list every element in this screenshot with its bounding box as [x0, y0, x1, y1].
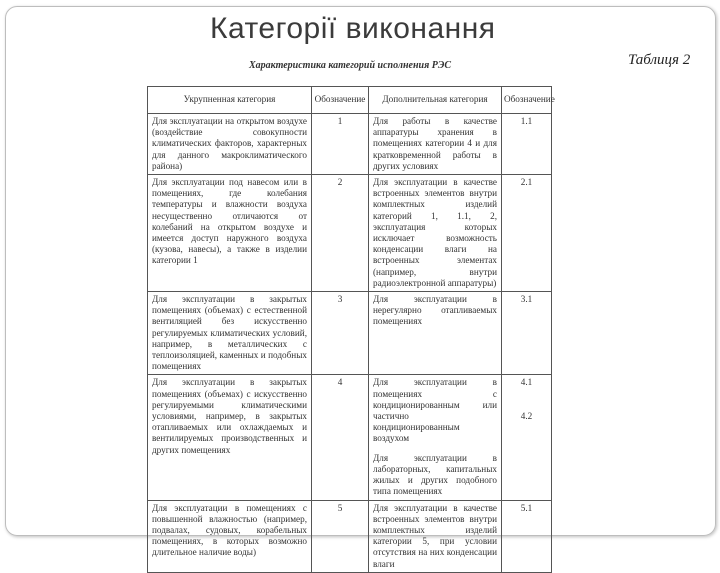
extra-category-cell [369, 500, 502, 572]
main-category-text: Для эксплуатации на открытом воздухе (воздействие совокупности климатических факторов, характерных для данного макроклиматического района) [148, 114, 312, 175]
main-category-code: 1 [312, 114, 369, 175]
extra-category-code-cell [502, 175, 552, 292]
extra-category-text: Для эксплуатации в качестве встроенных элементов внутри комплектных изделий категорий 1, 1.1, 2, эксплуатация которых исключает возможность конденсации влаги на встроенных элементах (например, внутри радиоэлектронной аппаратуры) [373, 177, 497, 288]
table-row [148, 292, 552, 375]
extra-category-code-cell [502, 292, 552, 375]
extra-category-text: Для эксплуатации в лабораторных, капитальных жилых и других подобного типа помещениях [373, 452, 497, 497]
extra-category-code: 1.1 [520, 116, 533, 126]
main-category-code: 3 [312, 292, 369, 375]
extra-category-text: Для работы в качестве аппаратуры хранения в помещениях категории 4 и для кратковременной работы в других условиях [373, 116, 497, 171]
extra-category-text: Для эксплуатации в нерегулярно отапливаемых помещениях [373, 294, 497, 327]
extra-category-code-cell [502, 375, 552, 500]
table-row [148, 175, 552, 292]
extra-category-code: 4.1 [520, 377, 533, 388]
slide-title: Категорії виконання [210, 12, 496, 45]
main-category-code: 5 [312, 500, 369, 572]
table-row [148, 375, 552, 500]
extra-category-cell [369, 175, 502, 292]
extra-category-text: Для эксплуатации в качестве встроенных элементов внутри комплектных изделий категории 5, при условии отсутствия на них конденсации влаги [373, 502, 497, 569]
table-number: Таблиця 2 [628, 52, 691, 68]
main-category-text: Для эксплуатации в закрытых помещениях (объемах) с искусственно регулируемыми климатическими условиями, например, в закрытых отапливаемых или охлаждаемых и вентилируемых производственных и других помещениях [148, 375, 312, 500]
extra-category-cell [369, 114, 502, 175]
main-category-text: Для эксплуатации в помещениях с повышенной влажностью (например, подвалах, судовых, корабельных помещениях, в которых возможно длительное наличие воды) [148, 500, 312, 572]
table-row [148, 500, 552, 572]
extra-category-cell [369, 375, 502, 500]
category-table [147, 86, 555, 573]
main-category-code: 2 [312, 175, 369, 292]
table-header-row [148, 87, 552, 114]
header-main-category: Укрупненная категория [148, 87, 312, 114]
extra-category-cell [369, 292, 502, 375]
extra-category-code: 4.2 [520, 410, 533, 421]
extra-category-code: 5.1 [520, 502, 533, 513]
extra-category-code-cell [502, 114, 552, 175]
main-category-text: Для эксплуатации под навесом или в помещениях, где колебания температуры и влажности воздуха несущественно отличаются от колебаний на открытом воздухе и имеется доступ наружного воздуха (кузова, навесы), а также в изделии категории 1 [148, 175, 312, 292]
extra-category-code: 2.1 [520, 177, 533, 188]
table-row [148, 114, 552, 175]
main-category-code: 4 [312, 375, 369, 500]
extra-category-text: Для эксплуатации в помещениях с кондиционированным или частично кондиционированным воздухом [373, 377, 497, 444]
extra-category-code: 3.1 [520, 294, 533, 305]
extra-category-code-cell [502, 500, 552, 572]
header-main-code: Обозначение [312, 87, 369, 114]
header-extra-category: Дополнительная категория [369, 87, 502, 114]
header-extra-code: Обозначение [502, 87, 552, 114]
main-category-text: Для эксплуатации в закрытых помещениях (объемах) с естественной вентиляцией без искусственно регулируемых климатических условий, например, в металлических с теплоизоляцией, каменных и подобных помещениях [148, 292, 312, 375]
document-caption: Характеристика категорий исполнения РЭС [248, 60, 452, 71]
